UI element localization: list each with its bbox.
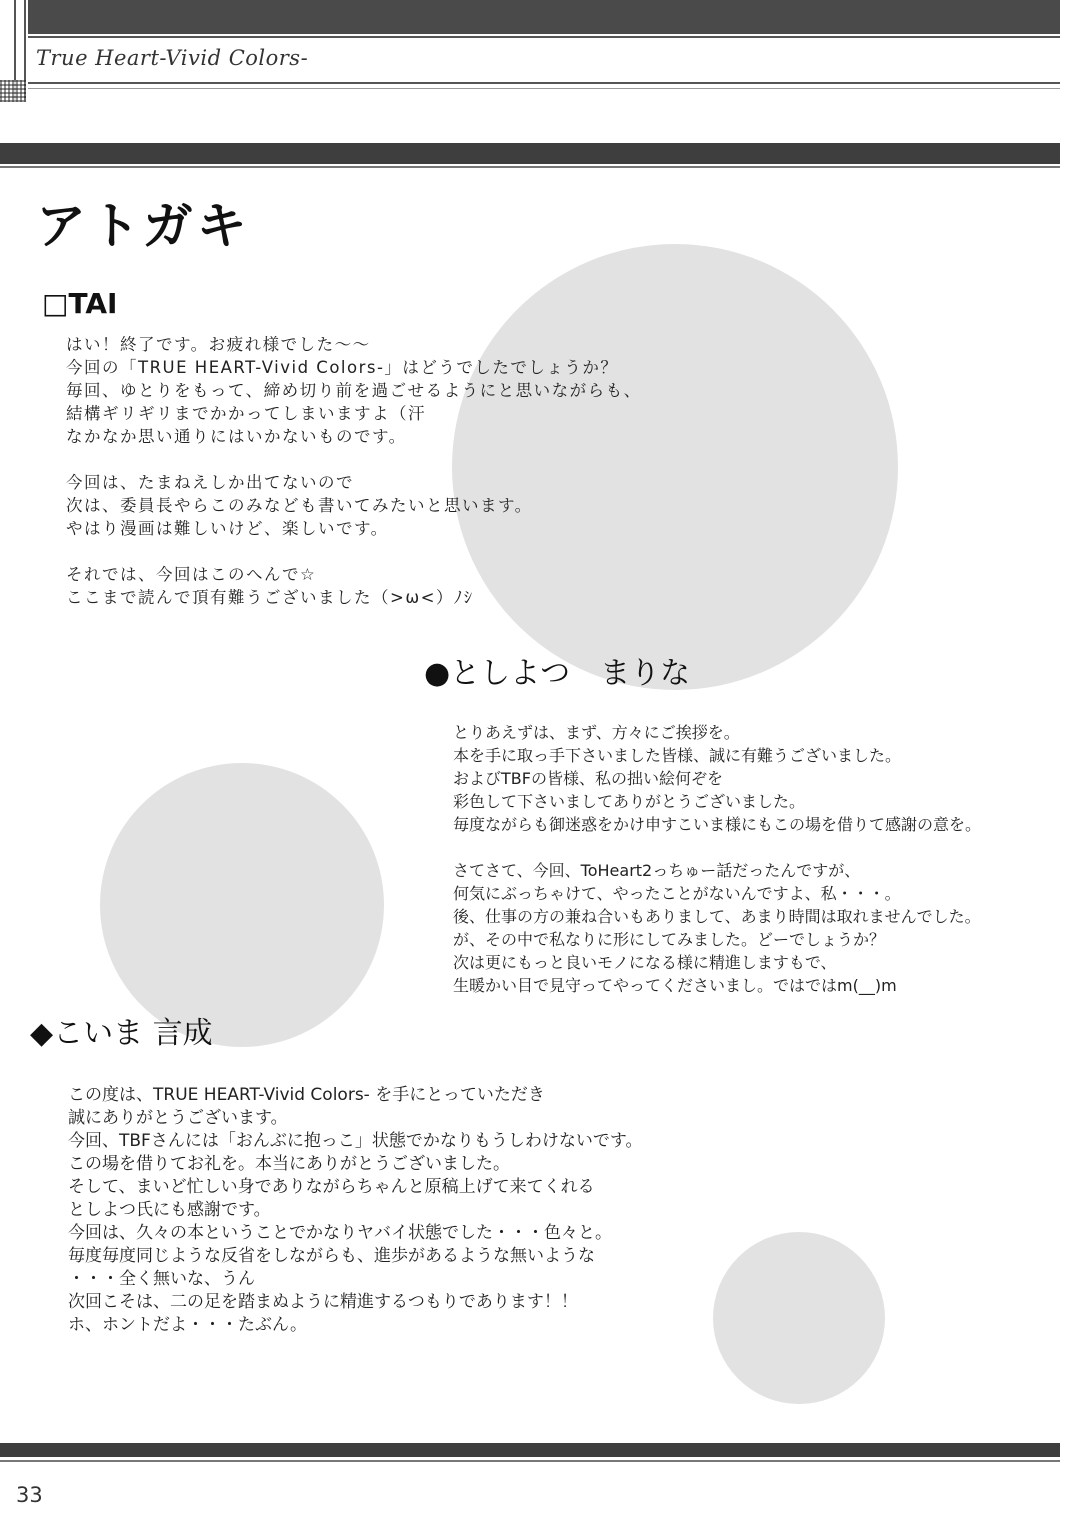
header-checker-pattern: [0, 80, 26, 102]
text-line: なかなか思い通りにはいかないものです。: [66, 427, 407, 446]
text-line: [453, 837, 981, 860]
text-line: 今回、TBFさんには「おんぶに抱っこ」状態でかなりもうしわけないです。: [68, 1131, 643, 1151]
text-line: 何気にぶっちゃけて、やったことがないんですよ、私・・・。: [453, 884, 901, 903]
footer-band-rule: [0, 1460, 1060, 1462]
message-toshiyotsu: [453, 722, 981, 998]
text-line: 次回こそは、二の足を踏まぬように精進するつもりであります！！: [68, 1292, 578, 1312]
text-line: [66, 540, 642, 563]
text-line: およびTBFの皆様、私の拙い絵何ぞを: [453, 769, 723, 788]
text-line: 毎回、ゆとりをもって、締め切り前を過ごせるようにと思いながらも、: [66, 381, 642, 400]
author-heading-toshiyotsu: ●としよつ まりな: [424, 656, 691, 691]
section-band-rule: [0, 166, 1060, 168]
text-line: この場を借りてお礼を。本当にありがとうございました。: [68, 1154, 510, 1174]
decorative-circle-small: [713, 1232, 885, 1404]
text-line: 本を手に取っ手下さいました皆様、誠に有難うございました。: [453, 746, 902, 765]
header-dark-band: [28, 0, 1060, 34]
text-line: それでは、今回はこのへんで☆: [66, 565, 317, 584]
section-band: [0, 143, 1060, 164]
text-line: 毎度ながらも御迷惑をかけ申すこいま様にもこの場を借りて感謝の意を。: [453, 815, 982, 834]
text-line: さてさて、今回、ToHeart2っちゅー話だったんですが、: [453, 861, 861, 880]
text-line: やはり漫画は難しいけど、楽しいです。: [66, 519, 389, 538]
page-title: アトガキ: [36, 197, 251, 255]
text-line: が、その中で私なりに形にしてみました。どーでしょうか？: [453, 930, 886, 949]
text-line: 次は、委員長やらこのみなども書いてみたいと思います。: [66, 496, 533, 515]
header-rule: [28, 82, 1060, 84]
text-line: ・・・全く無いな、うん: [68, 1269, 255, 1289]
text-line: とりあえずは、まず、方々にご挨拶を。: [453, 723, 740, 742]
text-line: 誠にありがとうございます。: [68, 1108, 288, 1128]
author-heading-koima: ◆こいま 言成: [30, 1016, 213, 1051]
header-rule: [28, 88, 1060, 89]
book-title: True Heart-Vivid Colors-: [36, 46, 309, 70]
message-koima: [68, 1084, 642, 1337]
text-line: 彩色して下さいましてありがとうございました。: [453, 792, 806, 811]
text-line: 今回は、たまねえしか出てないので: [66, 473, 354, 492]
text-line: ここまで読んで頂有難うございました（>ω<）ﾉｼ: [66, 588, 474, 607]
message-tai: [66, 333, 642, 609]
text-line: 後、仕事の方の兼ね合いもありまして、あまり時間は取れませんでした。: [453, 907, 981, 926]
text-line: 次は更にもっと良いモノになる様に精進しますもで、: [453, 953, 837, 972]
footer-band: [0, 1443, 1060, 1457]
text-line: としよつ氏にも感謝です。: [68, 1200, 271, 1220]
author-heading-tai: □TAI: [42, 287, 118, 320]
text-line: はい！終了です。お疲れ様でした～～: [66, 335, 371, 354]
page-number: 33: [16, 1483, 43, 1507]
text-line: そして、まいど忙しい身でありながらちゃんと原稿上げて来てくれる: [68, 1177, 595, 1197]
text-line: [66, 448, 642, 471]
text-line: ホ、ホントだよ・・・たぶん。: [68, 1315, 308, 1335]
header-rule: [28, 36, 1060, 38]
text-line: 結構ギリギリまでかかってしまいますよ（汗: [66, 404, 426, 423]
text-line: 今回は、久々の本ということでかなりヤバイ状態でした・・・色々と。: [68, 1223, 612, 1243]
text-line: 生暖かい目で見守ってやってくださいまし。ではではm(__)m: [453, 976, 897, 995]
text-line: この度は、TRUE HEART-Vivid Colors- を手にとっていただき: [68, 1085, 545, 1105]
decorative-circle-medium: [100, 763, 384, 1047]
text-line: 毎度毎度同じような反省をしながらも、進歩があるような無いような: [68, 1246, 595, 1266]
text-line: 今回の「TRUE HEART-Vivid Colors-」はどうでしたでしょうか？: [66, 358, 619, 377]
